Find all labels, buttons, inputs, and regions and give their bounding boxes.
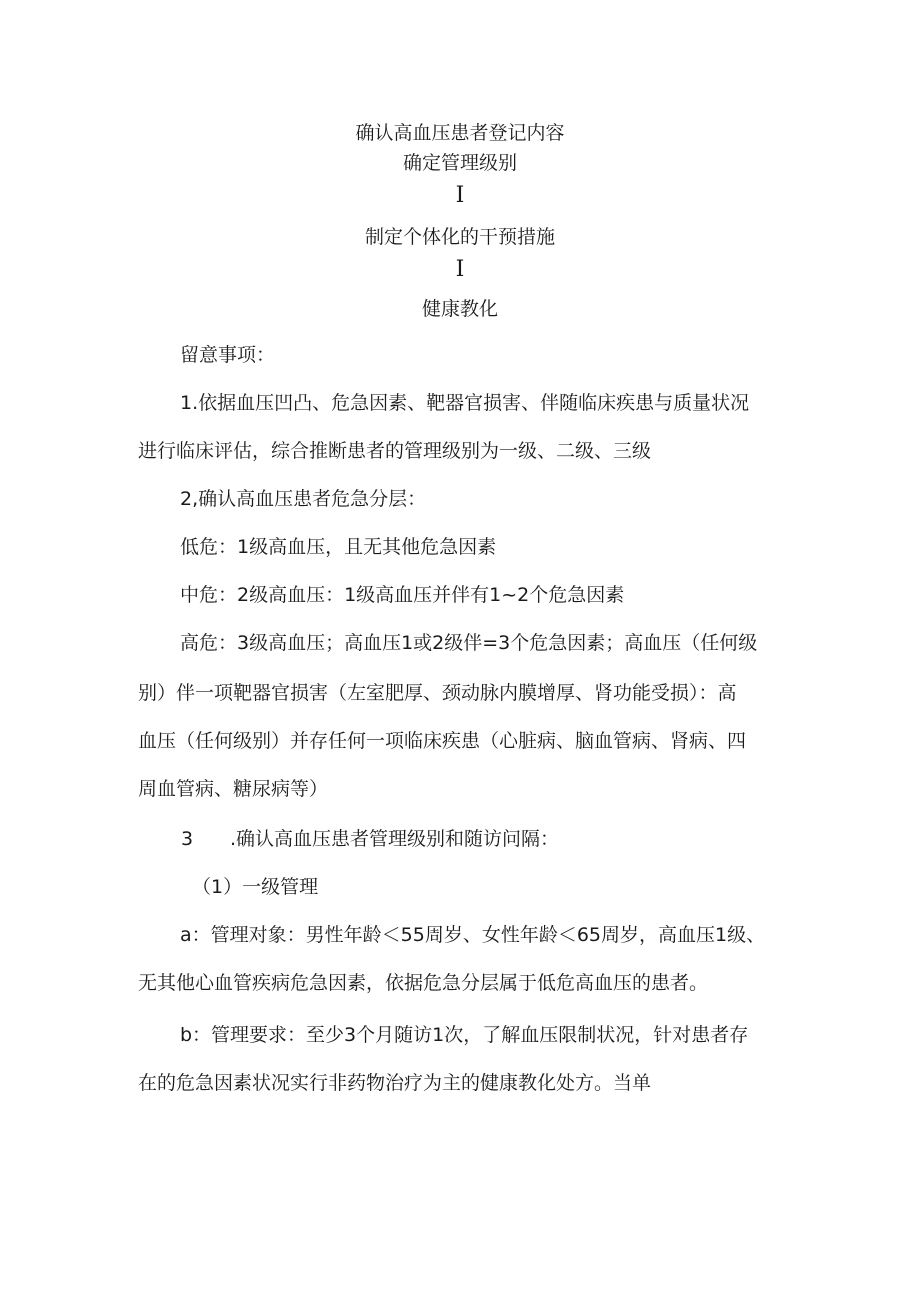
paragraph-line: 进行临床评估，综合推断患者的管理级别为一级、二级、三级 (138, 440, 652, 462)
flow-step-register: 确认高血压患者登记内容 (355, 122, 565, 144)
paragraph-line: .确认高血压患者管理级别和随访问隔： (230, 828, 560, 850)
paragraph-line: 在的危急因素状况实行非药物治疗为主的健康教化处方。当单 (138, 1072, 652, 1094)
flow-step-education: 健康教化 (421, 298, 498, 320)
paragraph-line: 中危：2级高血压：1级高血压并伴有1~2个危急因素 (180, 584, 625, 606)
paragraph-line: 高危：3级高血压；高血压1或2级伴=3个危急因素；高血压（任何级 (180, 632, 758, 654)
flow-connector: I (455, 183, 465, 208)
paragraph-line: 2,确认高血压患者危急分层： (180, 488, 427, 510)
flow-step-level: 确定管理级别 (402, 152, 517, 174)
paragraph-line: a：管理对象：男性年龄＜55周岁、女性年龄＜65周岁，高血压1级、 (180, 924, 766, 946)
paragraph-line: 无其他心血管疾病危急因素，依据危急分层属于低危高血压的患者。 (138, 972, 709, 994)
paragraph-line: 周血管病、糖尿病等） (138, 778, 329, 800)
paragraph-line: 血压（任何级别）并存任何一项临床疾患（心脏病、脑血管病、肾病、四 (138, 730, 747, 752)
paragraph-line: 别）伴一项靶器官损害（左室肥厚、颈动脉内膜增厚、肾功能受损）：高 (138, 682, 737, 704)
notes-heading: 留意事项： (180, 344, 276, 366)
flow-step-intervention: 制定个体化的干预措施 (364, 226, 555, 248)
section-heading: （1）一级管理 (192, 876, 319, 898)
paragraph-line: 1.依据血压凹凸、危急因素、靶器官损害、伴随临床疾患与质量状况 (180, 392, 750, 414)
paragraph-line: b：管理要求：至少3个月随访1次，了解血压限制状况，针对患者存 (180, 1024, 749, 1046)
paragraph-line: 低危：1级高血压，且无其他危急因素 (180, 536, 497, 558)
flow-connector: I (455, 257, 465, 282)
item-number: 3 (181, 828, 194, 850)
